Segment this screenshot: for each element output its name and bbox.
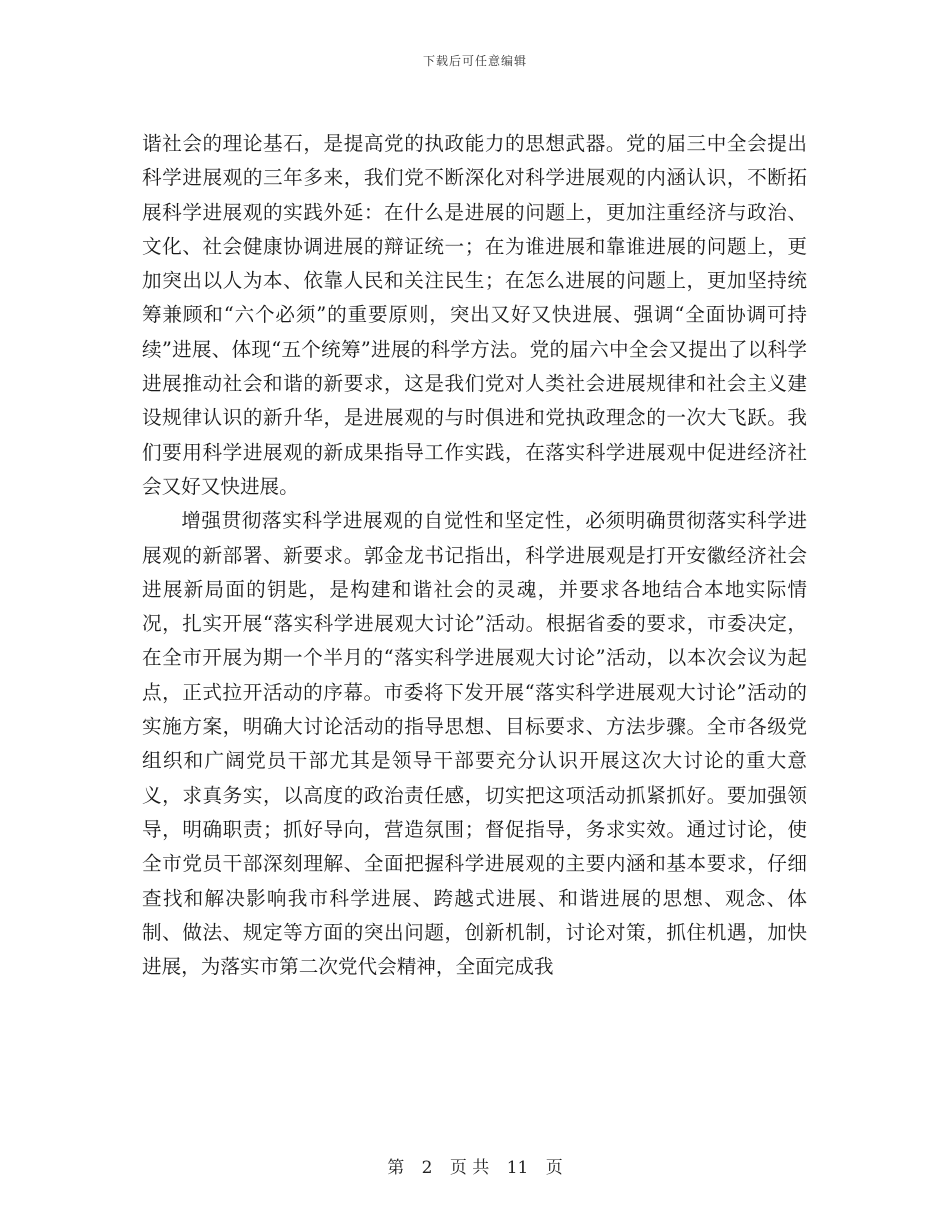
paragraph-2: 增强贯彻落实科学进展观的自觉性和坚定性，必须明确贯彻落实科学进展观的新部署、新要求。郭金龙书记指出，科学进展观是打开安徽经济社会进展新局面的钥匙，是构建和谐社会的灵魂，并要求各地结合本地实际情况，扎实开展“落实科学进展观大讨论”活动。根据省委的要求，市委决定，在全市开展为期一个半月的“落实科学进展观大讨论”活动，以本次会议为起点，正式拉开活动的序幕。市委将下发开展“落实科学进展观大讨论”活动的实施方案，明确大讨论活动的指导思想、目标要求、方法步骤。全市各级党组织和广阔党员干部尤其是领导干部要充分认识开展这次大讨论的重大意义，求真务实，以高度的政治责任感，切实把这项活动抓紧抓好。要加强领导，明确职责；抓好导向，营造氛围；督促指导，务求实效。通过讨论，使全市党员干部深刻理解、全面把握科学进展观的主要内涵和基本要求，仔细查找和解决影响我市科学进展、跨越式进展、和谐进展的思想、观念、体制、做法、规定等方面的突出问题，创新机制，讨论对策，抓住机遇，加快进展，为落实市第二次党代会精神，全面完成我 bbox=[142, 509, 807, 979]
footer-suffix: 页 bbox=[545, 1158, 563, 1178]
paragraph-1: 谐社会的理论基石，是提高党的执政能力的思想武器。党的届三中全会提出科学进展观的三年多来，我们党不断深化对科学进展观的内涵认识，不断拓展科学进展观的实践外延：在什么是进展的问题上，更加注重经济与政治、文化、社会健康协调进展的辩证统一；在为谁进展和靠谁进展的问题上，更加突出以人为本、依靠人民和关注民生；在怎么进展的问题上，更加坚持统筹兼顾和“六个必须”的重要原则，突出又好又快进展、强调“全面协调可持续”进展、体现“五个统筹”进展的科学方法。党的届六中全会又提出了以科学进展推动社会和谐的新要求，这是我们党对人类社会进展规律和社会主义建设规律认识的新升华，是进展观的与时俱进和党执政理念的一次大飞跃。我们要用科学进展观的新成果指导工作实践，在落实科学进展观中促进经济社会又好又快进展。 bbox=[142, 132, 807, 498]
document-body bbox=[142, 127, 807, 984]
footer-current-page: 2 bbox=[421, 1158, 433, 1178]
page-header: 下载后可任意编辑 bbox=[422, 54, 527, 68]
page-footer bbox=[0, 1153, 950, 1178]
footer-middle: 页 共 bbox=[449, 1158, 490, 1178]
footer-prefix: 第 bbox=[387, 1158, 405, 1178]
footer-total-pages: 11 bbox=[506, 1158, 529, 1178]
